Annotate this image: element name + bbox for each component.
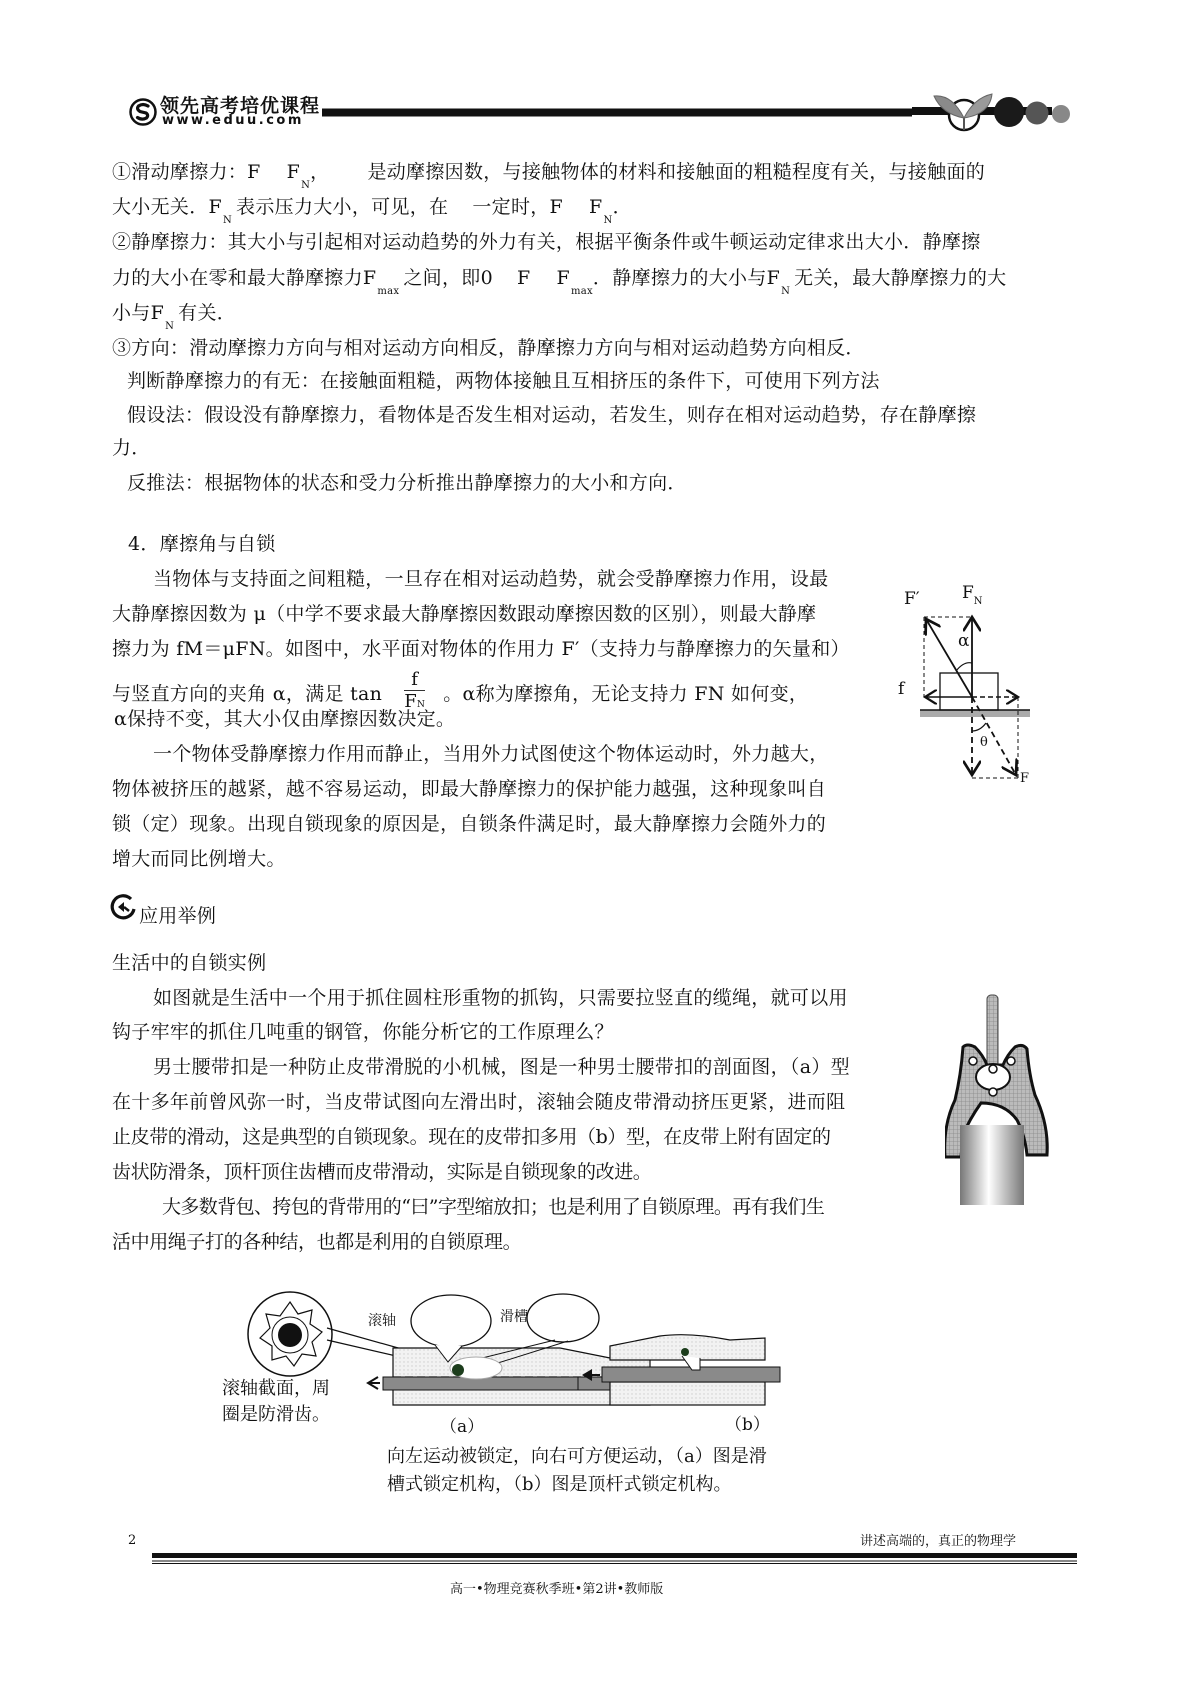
text-line: 当物体与支持面之间粗糙，一旦存在相对运动趋势，就会受静摩擦力作用，设最 (153, 568, 829, 590)
text-line: 物体被挤压的越紧，越不容易运动，即最大静摩擦力的保护能力越强，这种现象叫自 (112, 778, 827, 800)
label-a: （a） (440, 1417, 485, 1437)
text-line: 活中用绳子打的各种结，也都是利用的自锁原理。 (112, 1231, 522, 1253)
text-line: 力． (112, 437, 151, 459)
friction-angle-diagram (900, 575, 1050, 790)
side-label-2: 圈是防滑齿。 (222, 1404, 330, 1425)
text-line: 如图就是生活中一个用于抓住圆柱形重物的抓钩，只需要拉竖直的缆绳，就可以用 (153, 987, 848, 1009)
text-line: 与竖直方向的夹角 α，满足 tan $\frac{f}{FN}$ 。α称为摩擦角，无论支持力 FN 如何变， (112, 672, 808, 718)
logo-url: www.eduu.com (162, 113, 304, 128)
buckle-b (582, 1335, 780, 1405)
text-line: ②静摩擦力：其大小与引起相对运动趋势的外力有关，根据平衡条件或牛顿运动定律求出大小．静摩擦 (112, 231, 981, 253)
leaf-and-dots-icon (912, 82, 1072, 132)
text-line: 齿状防滑条，顶杆顶住齿槽而皮带滑动，实际是自锁现象的改进。 (112, 1161, 652, 1183)
grab-hook-illustration (945, 985, 1055, 1210)
text-line: ③方向：滑动摩擦力方向与相对运动方向相反，静摩擦力方向与相对运动趋势方向相反． (112, 337, 865, 359)
text-line: 在十多年前曾风弥一时，当皮带试图向左滑出时，滚轴会随皮带滑动挤压更紧，进而阻 (112, 1091, 846, 1113)
text-line: 反推法：根据物体的状态和受力分析推出静摩擦力的大小和方向． (127, 472, 687, 494)
callout-roller: 滚轴 (368, 1313, 396, 1329)
label-F: F (1020, 771, 1030, 786)
text-line: 锁（定）现象。出现自锁现象的原因是，自锁条件满足时，最大静摩擦力会随外力的 (112, 813, 827, 835)
text-line: 擦力为 fM＝μFN。如图中，水平面对物体的作用力 F′（支持力与静摩擦力的矢量和） (112, 638, 850, 660)
text-line: 大小无关．$F_N$表示压力大小，可见，在 一定时，F $F_N$． (112, 196, 632, 226)
label-theta: θ (980, 735, 988, 750)
text-line: 钩子牢牢的抓住几吨重的钢管，你能分析它的工作原理么？ (112, 1021, 614, 1043)
text-line: 力的大小在零和最大静摩擦力$F_{max}$之间，即0 F $F_{max}$．静摩擦力的大小与$F_N$无关，最大静摩擦力的大 (112, 267, 1007, 297)
text-line: 大静摩擦因数为 μ（中学不要求最大静摩擦因数跟动摩擦因数的区别），则最大静摩 (112, 603, 817, 625)
label-fn: $F_N$ (962, 583, 983, 607)
footer-rule-thin2 (152, 1563, 1077, 1564)
text-line: ①滑动摩擦力：F $F_N$， 是动摩擦因数，与接触物体的材料和接触面的粗糙程度有关，与接触面的 (112, 161, 986, 191)
text-line: 小与$F_N$有关． (112, 302, 237, 332)
text-line: 假设法：假设没有静摩擦力，看物体是否发生相对运动，若发生，则存在相对运动趋势，存在静摩擦 (127, 404, 977, 426)
fraction: $\frac{f}{FN}$ (404, 669, 426, 712)
text-line: 止皮带的滑动，这是典型的自锁现象。现在的皮带扣多用（b）型，在皮带上附有固定的 (112, 1126, 831, 1148)
ground (920, 710, 1030, 717)
text-line: 判断静摩擦力的有无：在接触面粗糙，两物体接触且互相挤压的条件下，可使用下列方法 (127, 370, 880, 392)
page-number: 2 (128, 1533, 137, 1548)
section-title: 4．摩擦角与自锁 (128, 533, 276, 555)
label-f-prime: F′ (904, 589, 920, 609)
label-f: f (898, 679, 905, 699)
s-circle-logo-icon (129, 98, 157, 126)
header (0, 0, 1191, 140)
footer-slogan: 讲述高端的，真正的物理学 (860, 1534, 1017, 1549)
subsection-title: 生活中的自锁实例 (112, 952, 267, 974)
label-b: （b） (725, 1415, 770, 1435)
text-line: α保持不变，其大小仅由摩擦因数决定。 (114, 708, 456, 730)
footer-course: 高一•物理竞赛秋季班•第2讲•教师版 (450, 1582, 664, 1597)
callout-slot: 滑槽 (500, 1309, 528, 1325)
figure-caption-1: 向左运动被锁定，向右可方便运动，（a）图是滑 (387, 1446, 767, 1467)
text-line: 增大而同比例增大。 (112, 848, 286, 870)
belt-buckle-figure (222, 1280, 850, 1500)
logo-title: 领先高考培优课程 (160, 95, 321, 117)
text-line: 大多数背包、挎包的背带用的“曰”字型缩放扣；也是利用了自锁原理。再有我们生 (162, 1196, 825, 1218)
header-rule (322, 108, 912, 117)
side-label-1: 滚轴截面，周 (222, 1378, 330, 1399)
text-line: 一个物体受静摩擦力作用而静止，当用外力试图使这个物体运动时，外力越大， (153, 743, 829, 765)
text-line: 男士腰带扣是一种防止皮带滑脱的小机械，图是一种男士腰带扣的剖面图，（a）型 (153, 1056, 850, 1078)
footer-rule (152, 1553, 1077, 1558)
refresh-circle-icon (110, 894, 138, 920)
figure-caption-2: 槽式锁定机构，（b）图是顶杆式锁定机构。 (387, 1474, 732, 1495)
footer-rule-thin (152, 1560, 1077, 1562)
application-title: 应用举例 (139, 905, 217, 927)
label-alpha: α (958, 631, 970, 651)
